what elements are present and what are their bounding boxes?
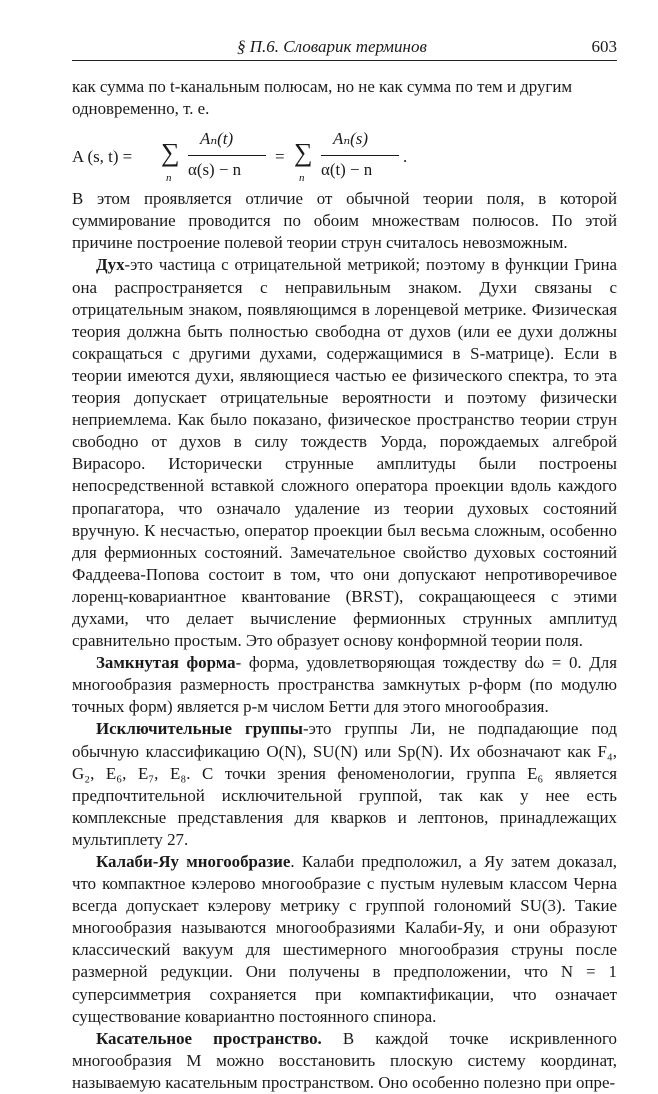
denominator-1: α(s) − n [188,160,242,180]
page-body [72,76,617,1094]
definition-tangent-space: В каждой точке искривленного многообразия M можно восстановить плоскую систему координат, называемую касательным пространством. Оно особенно полезно при опре- [72,1028,617,1092]
numerator-2: Aₙ(s) [333,129,368,149]
term-exceptional-groups: Исключительные группы [96,719,303,739]
definition-ghost: -это частица с отрицательной метрикой; поэтому в функции Грина она распространяется с неправильным знаком. Духи связаны с отрицательным знаком, появляющимся в лоренцевой метрике. Физическая теория должна быть полностью свободна от духов (или ее духи должны сокращаться с другими духами, содержащимися в S-матрице). Если в теории имеются духи, являющиеся частью ее физического спектра, то эта теория допускает отрицательные вероятности и поэтому физически неприемлема. Как было показано, физическое пространство теории струн свободно от духов в силу тождеств Уорда, порождаемых алгеброй Вирасоро. Исторически струнные амплитуды были построены непосредственной вставкой сложного оператора проекции вдоль каждого пропагатора, что означало удаление из теории духовых состояний вручную. К несчастью, оператор проекции был весьма сложным, особенно для фермионных состояний. Замечательное свойство духовых состояний Фаддеева-Попова состоит в том, что они допускают непротиворечивое лоренц-ковариантное квантование (BRST), сокращающееся с этими духами, что делает вычисление фермионных струнных амплитуд сравнительно простым. Это образует основу конформной теории поля. [72,255,617,651]
fraction-bar-2 [321,155,399,156]
intro-text [72,76,617,120]
sum-index: n [299,172,305,185]
intro-line: как сумма по t-канальным полюсам, но не как сумма по тем и другим [72,77,573,96]
entry-exceptional-groups [72,718,617,851]
formula-lhs: A (s, t) = [72,147,133,167]
numerator-1: Aₙ(t) [200,129,234,149]
formula-period: . [403,147,408,167]
formula-equals: = [275,147,285,167]
fraction-bar-1 [188,155,266,156]
page-header [72,36,617,61]
entry-calabi-yau [72,851,617,1028]
denominator-2: α(t) − n [321,160,373,180]
amplitude-formula [72,120,617,188]
definition-exceptional-groups: -это группы Ли, не подпадающие под обычную классификацию O(N), SU(N) или Sp(N). Их обозначают как F₄, G₂, E₆, E₇, E₈. С точки зрения феноменологии, группа E₆ является предпочтительной исключительной группой, так как у нее есть комплексные представления для кварков и лептонов, принадлежащих мультиплету 27. [72,719,617,849]
entry-tangent-space [72,1028,617,1094]
definition-calabi-yau: . Калаби предположил, а Яу затем доказал, что компактное кэлерово многообразие с пустым нулевым классом Черна всегда допускает кэлерову метрику с группой голономий SU(3). Такие многообразия называются многообразиями Калаби-Яу, и они образуют классический вакуум для шестимерного многообразия струны после размерной редукции. Они получены в предположении, что N = 1 суперсимметрия сохраняется при компактификации, что означает существование ковариантно постоянного спинора. [72,852,617,1026]
sum-index: n [166,172,172,185]
sum-symbol: ∑ [161,138,180,168]
paragraph-poles: В этом проявляется отличие от обычной теории поля, в которой суммирование проводится по обоим множествам полюсов. По этой причине построение полевой теории струн считалось невозможным. [72,189,617,253]
term-ghost: Дух [96,255,125,275]
term-tangent-space: Касательное пространство. [96,1028,322,1048]
running-title: § П.6. Словарик терминов [237,37,427,56]
page-number: 603 [591,37,617,56]
term-closed-form: Замкнутая форма [96,653,236,673]
sum-symbol: ∑ [294,138,313,168]
term-calabi-yau: Калаби-Яу многообразие [96,852,291,871]
entry-closed-form [72,652,617,718]
entry-ghost [72,254,617,652]
definition-closed-form: - форма, удовлетворяющая тождеству dω = 0. Для многообразия размерность пространства замкнутых p-форм (по модулю точных форм) является p-м числом Бетти для этого многообразия. [72,653,617,717]
intro-line: одновременно, т. е. [72,99,210,119]
